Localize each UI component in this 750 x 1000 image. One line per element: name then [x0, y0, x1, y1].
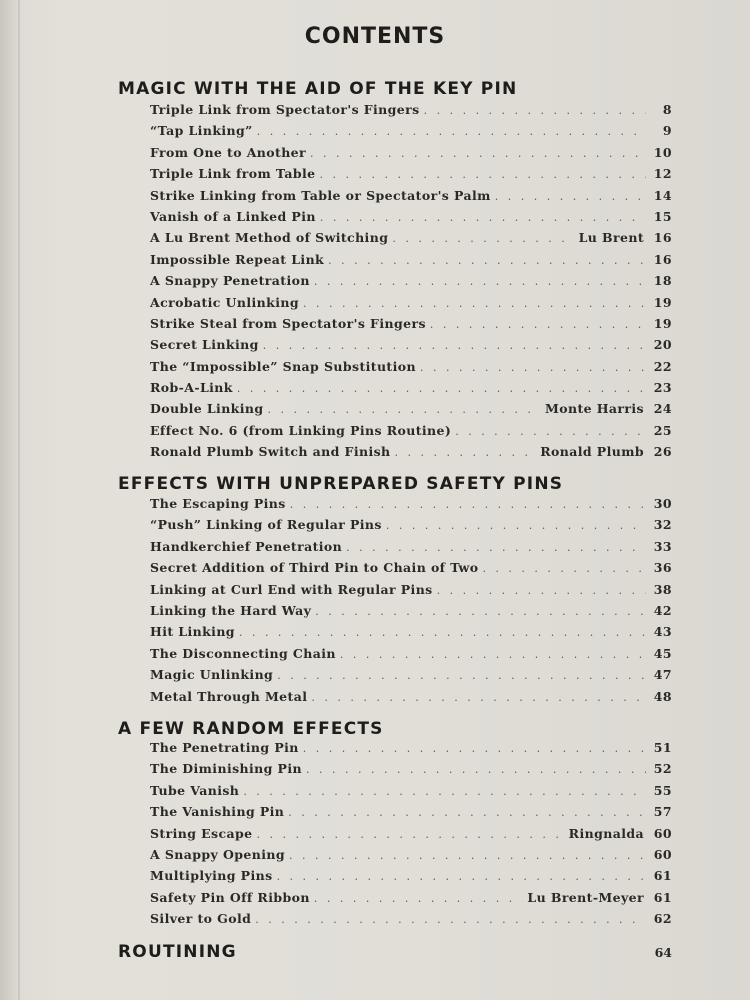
toc-entry — [150, 496, 672, 517]
toc-entry-title: String Escape — [150, 825, 253, 841]
toc-entry — [150, 890, 672, 911]
toc-entry-page-number: 24 — [653, 401, 672, 417]
toc-entry-title: Double Linking — [150, 401, 264, 417]
toc-entry-title: From One to Another — [150, 144, 307, 160]
dot-leader — [392, 232, 574, 245]
page-gutter — [18, 0, 20, 1000]
toc-entry-title: Multiplying Pins — [150, 868, 273, 884]
dot-leader — [256, 828, 564, 841]
toc-entry — [150, 804, 672, 825]
toc-entry — [150, 689, 672, 710]
dot-leader — [243, 785, 646, 798]
toc-entry-page-number: 38 — [653, 581, 672, 597]
toc-entry-title: Impossible Repeat Link — [150, 251, 325, 267]
toc-entry-page-number: 48 — [653, 688, 672, 704]
toc-entry-title: Metal Through Metal — [150, 688, 308, 704]
toc-entry — [150, 667, 672, 688]
toc-entry — [150, 359, 672, 380]
toc-entry-page-number: 60 — [653, 846, 672, 862]
toc-entry — [150, 145, 672, 166]
toc-entry-page-number: 36 — [653, 560, 672, 576]
toc-entry — [150, 560, 672, 581]
toc-entry-page-number: 45 — [653, 645, 672, 661]
dot-leader — [346, 541, 646, 554]
section-heading-unprepared-pins: EFFECTS WITH UNPREPARED SAFETY PINS — [118, 474, 564, 494]
toc-entry-title: Acrobatic Unlinking — [150, 294, 299, 310]
toc-entry-page-number: 32 — [653, 517, 672, 533]
toc-entry-title: Secret Addition of Third Pin to Chain of Two — [150, 560, 479, 576]
dot-leader — [310, 147, 646, 160]
dot-leader — [319, 168, 646, 181]
toc-entry-title: Hit Linking — [150, 624, 235, 640]
toc-entry-title: Linking the Hard Way — [150, 602, 312, 618]
toc-entry-title: The Escaping Pins — [150, 496, 286, 511]
toc-entry-page-number: 43 — [653, 624, 672, 640]
toc-entry-title: “Tap Linking” — [150, 123, 253, 139]
toc-entry-page-number: 10 — [653, 144, 672, 160]
toc-entry-page-number: 14 — [653, 187, 672, 203]
toc-entry-title: Rob-A-Link — [150, 380, 233, 396]
dot-leader — [263, 339, 646, 352]
toc-entry-title: Ronald Plumb Switch and Finish — [150, 444, 391, 460]
toc-entry-page-number: 33 — [653, 538, 672, 554]
toc-entry-author: Lu Brent-Meyer — [527, 889, 644, 905]
toc-entry-title: Linking at Curl End with Regular Pins — [150, 581, 433, 597]
dot-leader — [257, 125, 646, 138]
dot-leader — [482, 562, 646, 575]
toc-entry-title: A Lu Brent Method of Switching — [150, 230, 389, 246]
section-entries-random-effects — [150, 740, 672, 933]
toc-entry — [150, 316, 672, 337]
toc-entry-page-number: 8 — [662, 102, 672, 117]
dot-leader — [303, 742, 646, 755]
toc-entry — [150, 295, 672, 316]
toc-entry — [150, 826, 672, 847]
toc-entry — [150, 517, 672, 538]
toc-entry — [150, 539, 672, 560]
dot-leader — [237, 382, 646, 395]
toc-entry-page-number: 60 — [653, 825, 672, 841]
toc-entry — [150, 230, 672, 251]
toc-entry-title: Silver to Gold — [150, 911, 252, 927]
section-entries-unprepared-pins — [150, 496, 672, 710]
toc-entry — [150, 273, 672, 294]
toc-entry — [150, 582, 672, 603]
toc-entry-page-number: 19 — [653, 294, 672, 310]
dot-leader — [386, 519, 646, 532]
toc-entry-title: The “Impossible” Snap Substitution — [150, 358, 416, 374]
dot-leader — [328, 254, 646, 267]
dot-leader — [395, 446, 537, 459]
dot-leader — [290, 498, 646, 511]
toc-entry-page-number: 15 — [653, 208, 672, 224]
toc-entry — [150, 380, 672, 401]
toc-entry — [150, 868, 672, 889]
toc-entry-page-number: 30 — [653, 496, 672, 511]
toc-entry — [150, 624, 672, 645]
toc-entry-title: Triple Link from Spectator's Fingers — [150, 102, 420, 117]
toc-entry-page-number: 26 — [653, 444, 672, 460]
toc-entry — [150, 337, 672, 358]
dot-leader — [288, 806, 646, 819]
section-heading-key-pin: MAGIC WITH THE AID OF THE KEY PIN — [118, 79, 518, 99]
toc-entry-title: Effect No. 6 (from Linking Pins Routine) — [150, 422, 452, 438]
toc-entry-title: Safety Pin Off Ribbon — [150, 889, 310, 905]
toc-entry-title: The Penetrating Pin — [150, 740, 299, 755]
toc-entry — [150, 740, 672, 761]
toc-entry-title: “Push” Linking of Regular Pins — [150, 517, 382, 533]
toc-entry-title: Vanish of a Linked Pin — [150, 208, 316, 224]
toc-entry-title: Tube Vanish — [150, 782, 240, 798]
routining-row — [118, 942, 672, 962]
toc-entry-title: Strike Linking from Table or Spectator's Palm — [150, 187, 491, 203]
toc-entry-title: Triple Link from Table — [150, 166, 316, 182]
dot-leader — [314, 275, 646, 288]
toc-entry — [150, 188, 672, 209]
toc-entry-author: Ringnalda — [568, 825, 644, 841]
dot-leader — [437, 584, 646, 597]
toc-entry-title: A Snappy Opening — [150, 846, 286, 862]
toc-entry-page-number: 20 — [653, 337, 672, 353]
toc-entry — [150, 911, 672, 932]
dot-leader — [495, 190, 646, 203]
toc-entry-author: Lu Brent — [578, 230, 644, 246]
toc-entry-page-number: 16 — [653, 230, 672, 246]
dot-leader — [303, 297, 646, 310]
toc-entry-page-number: 47 — [653, 667, 672, 683]
toc-entry — [150, 401, 672, 422]
toc-entry-title: Strike Steal from Spectator's Fingers — [150, 315, 426, 331]
page-title: CONTENTS — [304, 24, 446, 49]
dot-leader — [315, 605, 646, 618]
toc-entry — [150, 123, 672, 144]
toc-entry-page-number: 61 — [653, 889, 672, 905]
dot-leader — [239, 626, 646, 639]
toc-entry-page-number: 16 — [653, 251, 672, 267]
toc-entry — [150, 444, 672, 465]
toc-entry — [150, 761, 672, 782]
toc-entry-title: Magic Unlinking — [150, 667, 274, 683]
toc-entry-title: The Disconnecting Chain — [150, 645, 336, 661]
dot-leader — [420, 361, 646, 374]
toc-entry — [150, 646, 672, 667]
toc-entry-page-number: 22 — [653, 358, 672, 374]
toc-entry-page-number: 55 — [653, 782, 672, 798]
dot-leader — [455, 425, 646, 438]
dot-leader — [277, 870, 646, 883]
toc-entry — [150, 423, 672, 444]
section-heading-routining: ROUTINING — [118, 942, 237, 962]
toc-entry-page-number: 19 — [653, 315, 672, 331]
toc-entry-title: The Vanishing Pin — [150, 804, 285, 820]
routining-page-number: 64 — [654, 945, 672, 960]
toc-entry-page-number: 42 — [653, 602, 672, 618]
toc-entry-author: Monte Harris — [544, 401, 644, 417]
toc-entry-page-number: 62 — [653, 911, 672, 927]
dot-leader — [320, 211, 646, 224]
dot-leader — [424, 104, 646, 117]
dot-leader — [314, 892, 524, 905]
toc-entry — [150, 847, 672, 868]
toc-entry-author: Ronald Plumb — [540, 444, 644, 460]
dot-leader — [340, 648, 646, 661]
toc-entry-page-number: 57 — [653, 804, 672, 820]
toc-entry-page-number: 51 — [653, 740, 672, 755]
toc-entry-title: The Diminishing Pin — [150, 761, 302, 777]
toc-entry — [150, 209, 672, 230]
dot-leader — [306, 763, 646, 776]
toc-entry-page-number: 23 — [653, 380, 672, 396]
toc-entry — [150, 603, 672, 624]
toc-entry — [150, 783, 672, 804]
toc-entry — [150, 252, 672, 273]
section-entries-key-pin — [150, 102, 672, 466]
toc-entry — [150, 166, 672, 187]
toc-entry-page-number: 18 — [653, 273, 672, 289]
toc-entry-page-number: 12 — [653, 166, 672, 182]
dot-leader — [430, 318, 646, 331]
toc-entry-title: Handkerchief Penetration — [150, 538, 343, 554]
section-heading-random-effects: A FEW RANDOM EFFECTS — [118, 719, 384, 739]
toc-entry-title: Secret Linking — [150, 337, 259, 353]
toc-entry-page-number: 9 — [662, 123, 672, 139]
dot-leader — [255, 913, 646, 926]
dot-leader — [277, 669, 646, 682]
toc-entry — [150, 102, 672, 123]
toc-entry-title: A Snappy Penetration — [150, 273, 310, 289]
toc-entry-page-number: 61 — [653, 868, 672, 884]
toc-entry-page-number: 52 — [653, 761, 672, 777]
dot-leader — [268, 403, 541, 416]
dot-leader — [311, 691, 646, 704]
toc-entry-page-number: 25 — [653, 422, 672, 438]
dot-leader — [289, 849, 646, 862]
